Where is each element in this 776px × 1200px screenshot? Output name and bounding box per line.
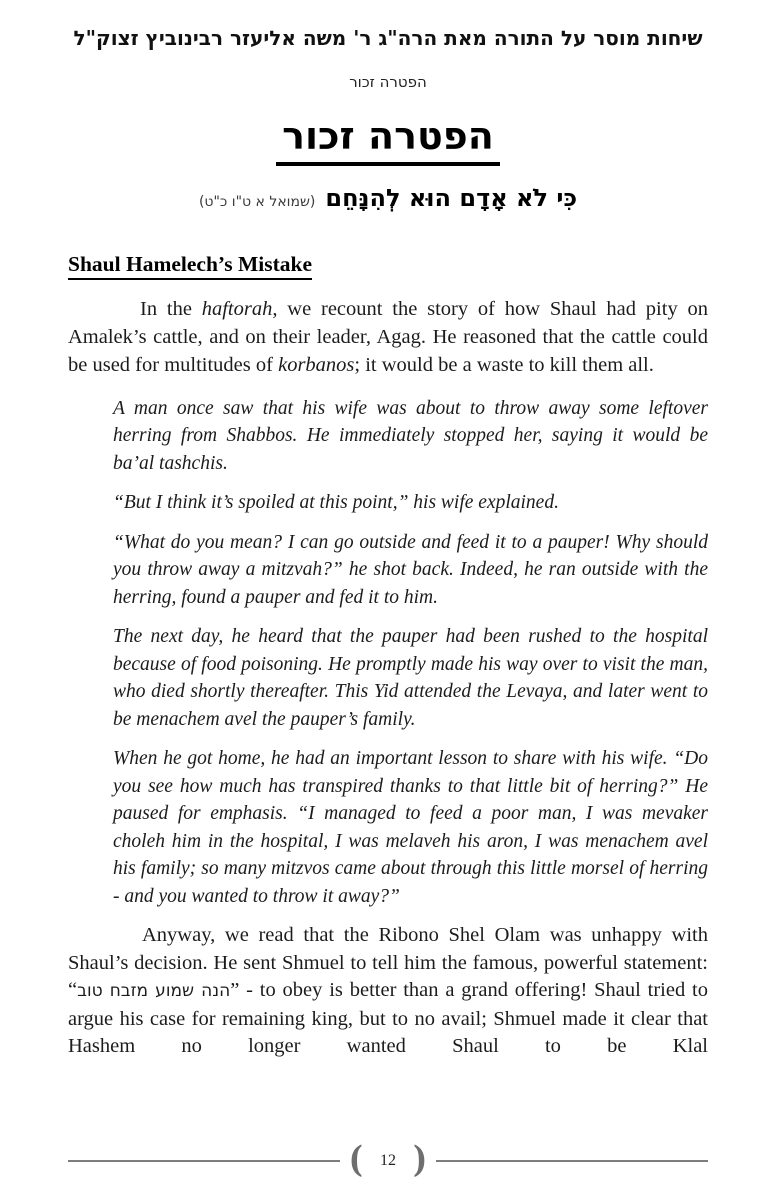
footer-rule-left	[68, 1160, 340, 1162]
story-paragraph: “But I think it’s spoiled at this point,” his wife explained.	[113, 492, 559, 514]
story-paragraph: A man once saw that his wife was about to throw away some leftover herring from Shabbos. He immediately stopped her, saying it would be ba’al tashchis.	[113, 397, 708, 474]
closing-paragraph: Anyway, we read that the Ribono Shel Olam was unhappy with Shaul’s decision. He sent Shmuel to tell him the famous, powerful statement: “הנה שמוע מזבח טוב” - to obey is better than a grand offering! Shaul tried to argue his case for remaining king, but to no avail; Shmuel made it clear that Hashem no longer wanted Shaul to be Klal	[68, 924, 708, 1058]
subtitle-verse: כִּי לֹא אָדָם הוּא לְהִנָּחֵם	[325, 183, 578, 212]
section-heading: Shaul Hamelech’s Mistake	[68, 252, 312, 280]
hebrew-running-title: הפטרה זכור	[349, 73, 427, 91]
page-number-bracket-left: (	[348, 1139, 363, 1182]
story-block	[113, 395, 708, 911]
section-heading-container	[68, 252, 708, 280]
hebrew-header-line: שיחות מוסר על התורה מאת הרה"ג ר' משה אליעזר רבינוביץ זצוק"ל	[73, 26, 703, 50]
subtitle-citation: (שמואל א ט"ו כ"ט)	[198, 193, 316, 210]
page-number-bracket-right: )	[413, 1139, 428, 1182]
footer-rule-right	[436, 1160, 708, 1162]
page-title: הפטרה זכור	[276, 115, 500, 166]
story-paragraph: When he got home, he had an important lesson to share with his wife. “Do you see how much has transpired thanks to that little bit of herring?” He paused for emphasis. “I managed to feed a poor man, I was mevaker choleh him in the hospital, I was melaveh his aron, I was menachem avel his family; so many mitzvos came about through this little morsel of herring - and you wanted to throw it away?”	[113, 748, 708, 907]
intro-paragraph: In the haftorah, we recount the story of how Shaul had pity on Amalek’s cattle, and on their leader, Agag. He reasoned that the cattle could be used for multitudes of korbanos; it would be a waste to kill them all.	[68, 297, 709, 376]
page-number: 12	[380, 1152, 396, 1169]
subtitle	[68, 184, 708, 212]
story-paragraph: “What do you mean? I can go outside and feed it to a pauper! Why should you throw away a mitzvah?” he shot back. Indeed, he ran outside with the herring, found a pauper and fed it to him.	[113, 531, 708, 608]
page-footer	[68, 1139, 708, 1182]
story-paragraph: The next day, he heard that the pauper had been rushed to the hospital because of food poisoning. He promptly made his way over to visit the man, who died shortly thereafter. This Yid attended the Levaya, and later went to be menachem avel the pauper’s family.	[113, 626, 708, 730]
title-container	[68, 115, 708, 166]
